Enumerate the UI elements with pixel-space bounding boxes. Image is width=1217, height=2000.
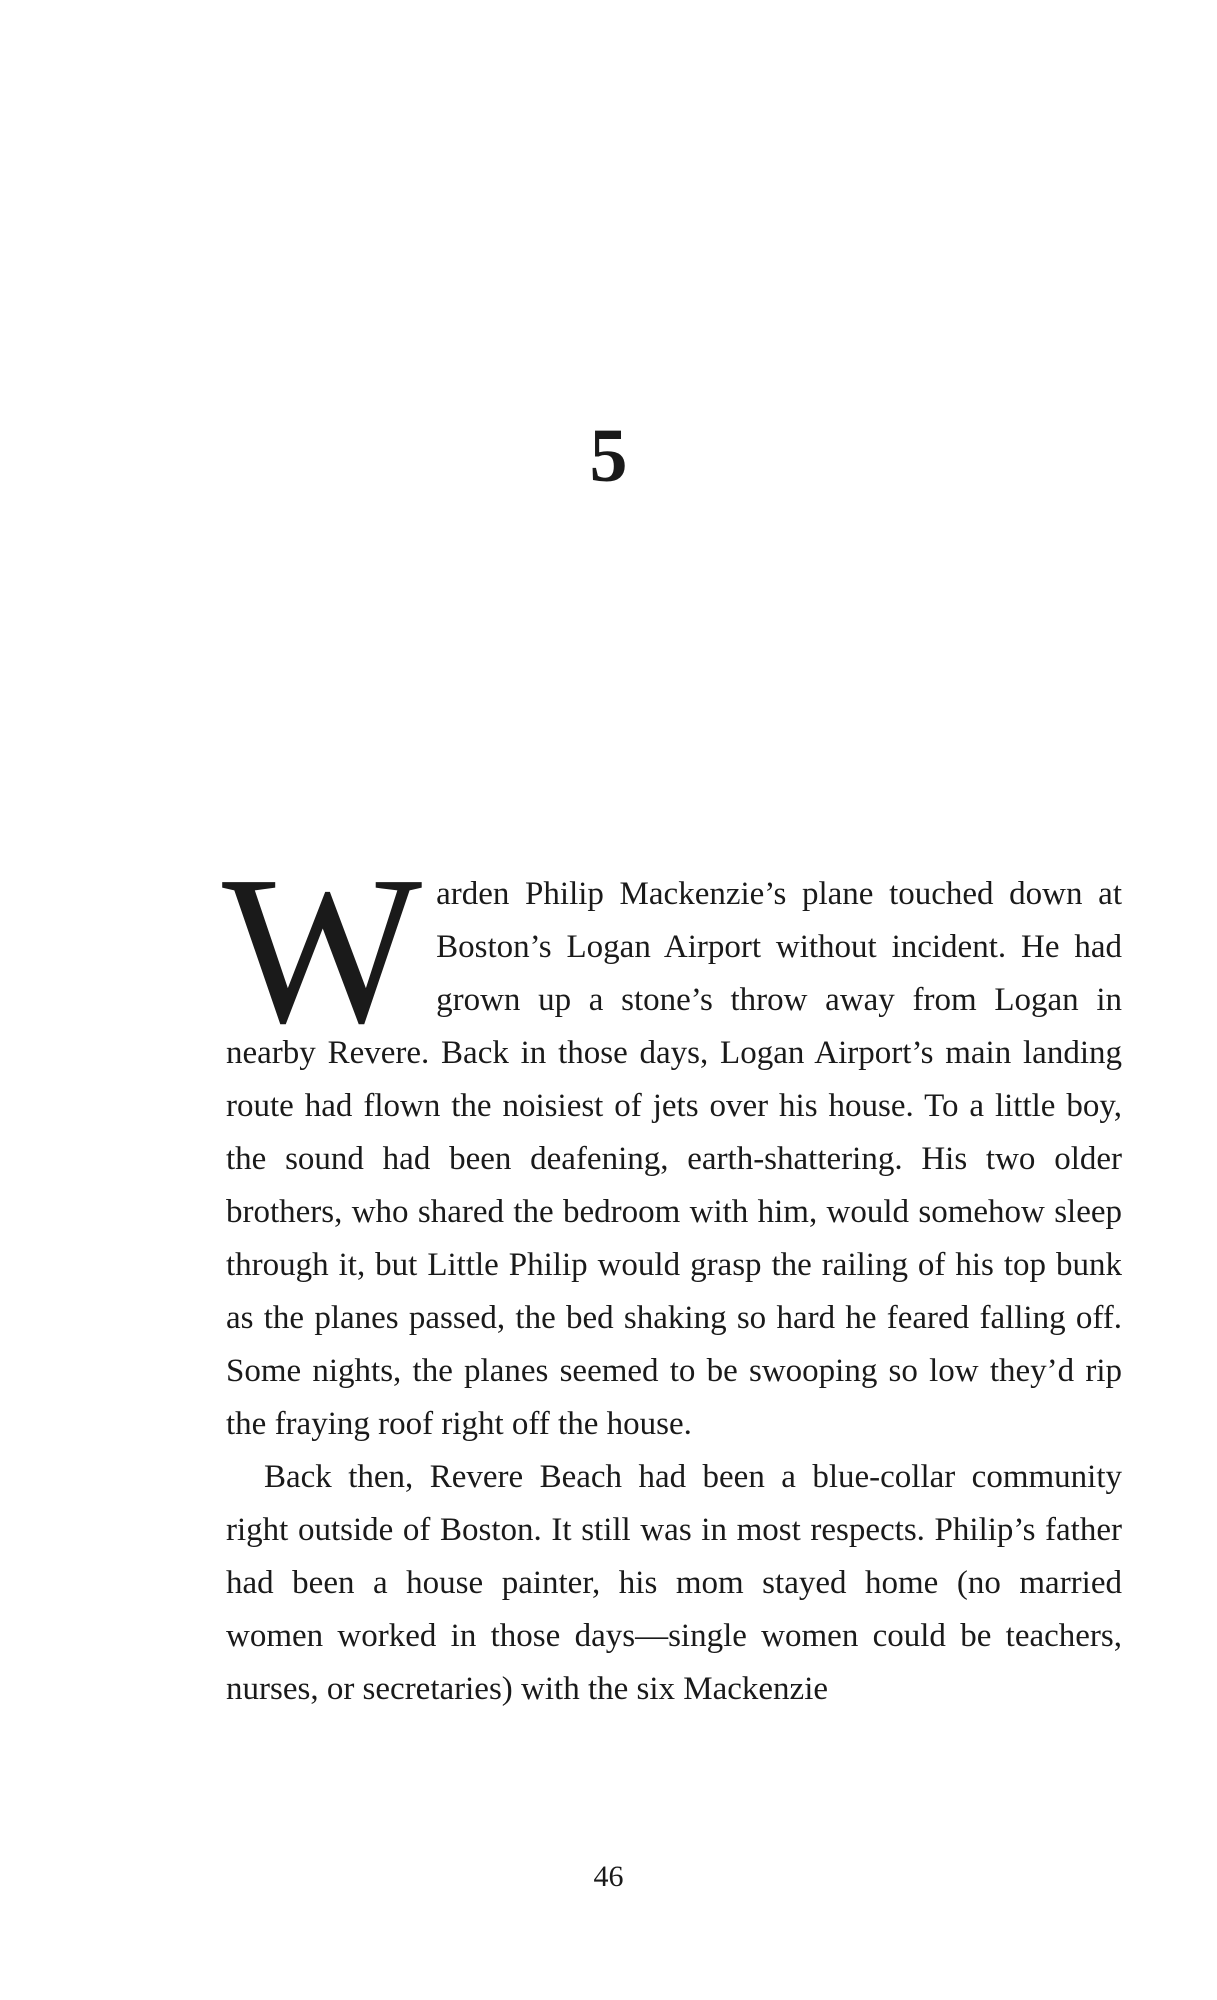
paragraph-1-text: arden Philip Mackenzie’s plane touched down at Boston’s Logan Airport without incident. He had grown up a stone’s throw away from Logan in nearby Revere. Back in those days, Logan Airport’s main landing route had flown the noisiest of jets over his house. To a little boy, the sound had been deafening, earth-shattering. His two older brothers, who shared the bedroom with him, would somehow sleep through it, but Little Philip would grasp the railing of his top bunk as the planes passed, the bed shaking so hard he feared falling off. Some nights, the planes seemed to be swooping so low they’d rip the fraying roof right off the house. xyxy=(226,876,1122,1442)
drop-cap-letter: W xyxy=(222,832,423,1067)
paragraph-2: Back then, Revere Beach had been a blue-collar community right outside of Boston. It still was in most respects. Philip’s father had been a house painter, his mom stayed home (no married women worked in those days—single women could be teachers, nurses, or secretaries) with the six Mackenzie xyxy=(226,1459,1122,1707)
chapter-number: 5 xyxy=(589,414,628,498)
paragraph-1 xyxy=(222,832,1122,1451)
page-number: 46 xyxy=(593,1860,624,1893)
body-text xyxy=(222,832,1122,1716)
